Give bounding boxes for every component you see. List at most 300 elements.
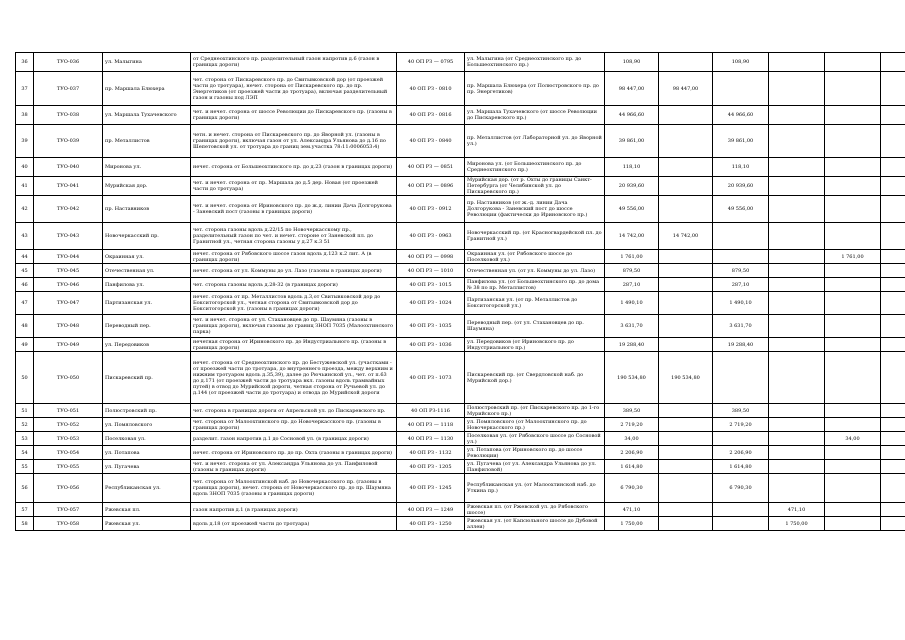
- area-total: 19 288,40: [605, 338, 659, 352]
- boundary-description: чет. сторона от Пискаревского пр. до Свитывковской дор (от проезжей части до тротуара), нечет. сторона от Пискаревского пр. до пр. Энергетиков (от проезжей части до тротуара), включая разделительный газон и газоны под ЛЭП: [191, 72, 397, 106]
- area-value-1: [659, 292, 713, 315]
- registry-id: 40 ОП РЗ - 1035: [397, 315, 465, 338]
- area-value-3: [769, 250, 825, 264]
- table-row: [16, 474, 905, 503]
- street-extent: Партизанская ул. (от пр. Металлистов до Бокситогорской ул.): [465, 292, 605, 315]
- row-number: 45: [16, 264, 34, 278]
- area-value-1: [659, 106, 713, 125]
- street-name: ул. Потапова: [103, 446, 191, 460]
- area-total: 389,50: [605, 404, 659, 418]
- street-name: Поселковая ул.: [103, 432, 191, 446]
- area-value-2: 1 614,80: [713, 460, 769, 474]
- street-extent: ул. Маршала Тухачевского (от шоссе Революции до Пискаревского пр.): [465, 106, 605, 125]
- boundary-description: чет. сторона газоны вдоль д.28-32 (в границах дороги): [191, 278, 397, 292]
- area-value-2: [713, 517, 769, 531]
- area-value-1: [659, 432, 713, 446]
- area-value-3: [769, 446, 825, 460]
- street-extent: Панфилова ул. (от Большеохтинского пр. до дома № 38 по пр. Металлистов): [465, 278, 605, 292]
- area-value-5: [881, 503, 905, 517]
- area-value-5: [881, 446, 905, 460]
- area-value-1: [659, 338, 713, 352]
- area-value-4: [825, 517, 881, 531]
- area-value-1: [659, 177, 713, 196]
- street-name: пр. Маршала Блюхера: [103, 72, 191, 106]
- street-name: Отечественная ул.: [103, 264, 191, 278]
- area-value-1: [659, 278, 713, 292]
- street-name: Панфилова ул.: [103, 278, 191, 292]
- street-extent: ул. Передовиков (от Ириновского пр. до Индустриального пр.): [465, 338, 605, 352]
- area-value-3: [769, 125, 825, 158]
- registry-id: 40 ОП РЗ - 0810: [397, 72, 465, 106]
- object-code: ТУО-058: [34, 517, 103, 531]
- area-total: 108,90: [605, 53, 659, 72]
- area-value-3: [769, 315, 825, 338]
- area-value-3: [769, 292, 825, 315]
- area-value-3: [769, 418, 825, 432]
- area-total: 44 966,60: [605, 106, 659, 125]
- area-value-2: 49 556,00: [713, 196, 769, 223]
- area-value-2: 2 719,20: [713, 418, 769, 432]
- object-code: ТУО-056: [34, 474, 103, 503]
- area-value-2: 2 206,90: [713, 446, 769, 460]
- area-value-4: [825, 352, 881, 404]
- street-name: пр. Металлистов: [103, 125, 191, 158]
- area-value-1: [659, 474, 713, 503]
- area-value-1: [659, 264, 713, 278]
- area-value-2: [713, 503, 769, 517]
- area-total: 6 790,30: [605, 474, 659, 503]
- area-value-5: [881, 404, 905, 418]
- registry-id: 40 ОП РЗ — 0896: [397, 177, 465, 196]
- area-value-1: 14 742,00: [659, 223, 713, 250]
- area-value-5: [881, 432, 905, 446]
- table-row: [16, 432, 905, 446]
- boundary-description: чет. и нечет. сторона от ул. Стахановцев до пр. Шаумяна (газоны в границах дороги), включая газоны до границ ЗНОП 7035 (Малоохтинского парка): [191, 315, 397, 338]
- area-value-2: [713, 432, 769, 446]
- row-number: 38: [16, 106, 34, 125]
- area-value-5: [881, 125, 905, 158]
- object-code: ТУО-047: [34, 292, 103, 315]
- area-value-5: [881, 106, 905, 125]
- area-value-4: [825, 315, 881, 338]
- registry-id: 40 ОП РЗ-1116: [397, 404, 465, 418]
- area-value-3: [769, 158, 825, 177]
- area-value-2: [713, 72, 769, 106]
- area-value-4: 1 761,00: [825, 250, 881, 264]
- area-value-4: [825, 460, 881, 474]
- area-value-5: [881, 196, 905, 223]
- area-value-3: 471,10: [769, 503, 825, 517]
- area-value-1: [659, 460, 713, 474]
- street-extent: ул. Малыгина (от Среднеохтинского пр. до Большеохтинского пр.): [465, 53, 605, 72]
- object-code: ТУО-039: [34, 125, 103, 158]
- area-value-3: [769, 177, 825, 196]
- table-row: [16, 352, 905, 404]
- area-value-5: [881, 418, 905, 432]
- area-value-3: [769, 432, 825, 446]
- registry-id: 40 ОП РЗ - 1205: [397, 460, 465, 474]
- area-value-4: [825, 418, 881, 432]
- area-total: 471,10: [605, 503, 659, 517]
- area-value-4: 34,00: [825, 432, 881, 446]
- area-value-5: [881, 223, 905, 250]
- table-row: [16, 503, 905, 517]
- area-value-4: [825, 53, 881, 72]
- row-number: 42: [16, 196, 34, 223]
- object-code: ТУО-038: [34, 106, 103, 125]
- area-value-1: [659, 125, 713, 158]
- registry-id: 40 ОП РЗ - 1132: [397, 446, 465, 460]
- street-name: Миронова ул.: [103, 158, 191, 177]
- registry-id: 40 ОП РЗ — 0795: [397, 53, 465, 72]
- area-value-4: [825, 72, 881, 106]
- area-value-1: [659, 53, 713, 72]
- table-row: [16, 517, 905, 531]
- row-number: 44: [16, 250, 34, 264]
- area-value-5: [881, 352, 905, 404]
- table-row: [16, 158, 905, 177]
- area-total: 190 534,80: [605, 352, 659, 404]
- object-code: ТУО-050: [34, 352, 103, 404]
- registry-id: 40 ОП РЗ - 1024: [397, 292, 465, 315]
- boundary-description: нечет. сторона от Ириновского пр. до пр. Охта (газоны в границах дороги): [191, 446, 397, 460]
- registry-id: 40 ОП РЗ — 0998: [397, 250, 465, 264]
- registry-id: 40 ОП РЗ - 1250: [397, 517, 465, 531]
- row-number: 48: [16, 315, 34, 338]
- table-row: [16, 106, 905, 125]
- area-value-4: [825, 503, 881, 517]
- registry-id: 40 ОП РЗ - 0912: [397, 196, 465, 223]
- area-total: 39 861,00: [605, 125, 659, 158]
- row-number: 36: [16, 53, 34, 72]
- row-number: 43: [16, 223, 34, 250]
- area-value-5: [881, 315, 905, 338]
- street-extent: Мурийская дор. (от р. Охты до границы Санкт-Петербурга (от Челябинской ул. до Пискаревского пр.): [465, 177, 605, 196]
- area-value-5: [881, 278, 905, 292]
- area-value-3: [769, 352, 825, 404]
- area-value-2: 118,10: [713, 158, 769, 177]
- area-value-3: [769, 53, 825, 72]
- area-total: 1 614,80: [605, 460, 659, 474]
- area-value-4: [825, 446, 881, 460]
- boundary-description: чет. и нечет. сторона от Ириновского пр. до ж.д. линии Дача Долгорукова - Заневский пост (газоны в границах дороги): [191, 196, 397, 223]
- area-value-4: [825, 338, 881, 352]
- street-extent: пр. Металлистов (от Лабораторной ул. до Яворной ул.): [465, 125, 605, 158]
- object-code: ТУО-036: [34, 53, 103, 72]
- row-number: 41: [16, 177, 34, 196]
- area-value-5: [881, 474, 905, 503]
- area-value-2: 108,90: [713, 53, 769, 72]
- row-number: 55: [16, 460, 34, 474]
- area-value-5: [881, 158, 905, 177]
- area-value-2: 39 861,00: [713, 125, 769, 158]
- object-code: ТУО-055: [34, 460, 103, 474]
- area-value-1: [659, 446, 713, 460]
- street-name: Партизанская ул.: [103, 292, 191, 315]
- object-code: ТУО-052: [34, 418, 103, 432]
- registry-id: 40 ОП РЗ - 0963: [397, 223, 465, 250]
- street-extent: Пискаревский пр. (от Свердловской наб. до Мурийской дор.): [465, 352, 605, 404]
- table-row: [16, 264, 905, 278]
- object-code: ТУО-049: [34, 338, 103, 352]
- object-code: ТУО-037: [34, 72, 103, 106]
- area-value-3: [769, 196, 825, 223]
- area-value-4: [825, 223, 881, 250]
- street-name: Переводный пер.: [103, 315, 191, 338]
- street-name: ул. Маршала Тухачевского: [103, 106, 191, 125]
- area-value-5: [881, 250, 905, 264]
- table-row: [16, 292, 905, 315]
- boundary-description: чет. сторона от Малоохтинского пр. до Новочеркасского пр. (газоны в границах дороги): [191, 418, 397, 432]
- street-name: Новочеркасский пр.: [103, 223, 191, 250]
- area-value-1: 190 534,80: [659, 352, 713, 404]
- table-row: [16, 460, 905, 474]
- area-value-4: [825, 106, 881, 125]
- registry-id: 40 ОП РЗ - 1073: [397, 352, 465, 404]
- area-value-4: [825, 264, 881, 278]
- object-code: ТУО-048: [34, 315, 103, 338]
- area-value-3: [769, 278, 825, 292]
- object-code: ТУО-041: [34, 177, 103, 196]
- table-row: [16, 196, 905, 223]
- area-total: 118,10: [605, 158, 659, 177]
- area-total: 879,50: [605, 264, 659, 278]
- area-value-5: [881, 517, 905, 531]
- street-name: ул. Малыгина: [103, 53, 191, 72]
- boundary-description: газон напротив д.1 (в границах дороги): [191, 503, 397, 517]
- registry-id: 40 ОП РЗ — 1130: [397, 432, 465, 446]
- registry-id: 40 ОП РЗ — 1010: [397, 264, 465, 278]
- area-value-3: [769, 404, 825, 418]
- table-row: [16, 125, 905, 158]
- row-number: 47: [16, 292, 34, 315]
- row-number: 49: [16, 338, 34, 352]
- area-value-4: [825, 474, 881, 503]
- street-extent: Отечественная ул. (от ул. Коммуны до ул. Лазо): [465, 264, 605, 278]
- area-value-3: [769, 72, 825, 106]
- table-row: [16, 177, 905, 196]
- area-value-3: 1 750,00: [769, 517, 825, 531]
- area-value-2: 3 631,70: [713, 315, 769, 338]
- street-extent: Поселковая ул. (от Рябовского шоссе до Сосновой ул.): [465, 432, 605, 446]
- area-value-2: [713, 250, 769, 264]
- area-total: 2 206,90: [605, 446, 659, 460]
- area-value-5: [881, 72, 905, 106]
- table-body: [16, 53, 905, 531]
- area-total: 49 556,00: [605, 196, 659, 223]
- boundary-description: четн. и нечет. сторона от Пискаревского пр. до Яворной ул. (газоны в границах дороги), включая газон от ул. Александра Ульянова до д.16 по Шепетовской ул. от тротуара до границ зем.участка 78:11:0006053:4): [191, 125, 397, 158]
- area-value-4: [825, 292, 881, 315]
- area-value-1: 98 447,00: [659, 72, 713, 106]
- area-total: 2 719,20: [605, 418, 659, 432]
- area-value-2: [713, 223, 769, 250]
- boundary-description: нечет. сторона от Среднеохтинского пр. до Бестужевской ул. (участками - от проезжей части до тротуара, до внутреннего проезда, между верхним и нижним тротуаром вдоль д.35,39), далее до Рючьинской ул., чет. от п.63 до д.171 (от проезжей части до тротуара вкл. газоны вдоль трамвайных путей) в отвод до Мурийской дороги, четная сторона от Ручьевой ул. до д.144 (от проезжей части до тротуара) и отвода до Мурийской дороги: [191, 352, 397, 404]
- street-name: Республиканская ул.: [103, 474, 191, 503]
- street-extent: ул. Пугачева (от ул. Александра Ульянова до ул. Панфиловой): [465, 460, 605, 474]
- boundary-description: чет. и нечет. сторона от пр. Маршала до д.5 дер. Новая (от проезжей части до тротуара): [191, 177, 397, 196]
- object-code: ТУО-051: [34, 404, 103, 418]
- area-value-5: [881, 292, 905, 315]
- street-registry-table: [15, 52, 905, 531]
- area-value-3: [769, 264, 825, 278]
- boundary-description: нечет. сторона от пр. Металлистов вдоль д.3,от Свитывковской дор до Бокситогорской ул., четная сторона от Свитывковской дор до Бокситогорской ул. (газоны в границах дороги): [191, 292, 397, 315]
- area-value-4: [825, 196, 881, 223]
- row-number: 39: [16, 125, 34, 158]
- street-name: Мурийская дор.: [103, 177, 191, 196]
- area-value-1: [659, 404, 713, 418]
- row-number: 54: [16, 446, 34, 460]
- boundary-description: чет. и нечет. сторона от шоссе Революции до Пискаревского пр. (газоны в границах дороги): [191, 106, 397, 125]
- object-code: ТУО-057: [34, 503, 103, 517]
- row-number: 51: [16, 404, 34, 418]
- area-value-3: [769, 338, 825, 352]
- street-name: ул. Передовиков: [103, 338, 191, 352]
- boundary-description: чет. сторона в границах дороги от Апрельской ул. до Пискаревского пр.: [191, 404, 397, 418]
- street-name: ул. Помяловского: [103, 418, 191, 432]
- boundary-description: нечет. сторона от ул. Коммуны до ул. Лазо (газоны в границах дороги): [191, 264, 397, 278]
- area-total: 3 631,70: [605, 315, 659, 338]
- street-name: Пискаревский пр.: [103, 352, 191, 404]
- area-value-1: [659, 517, 713, 531]
- street-extent: Миронова ул. (от Большеохтинского пр. до Среднеохтинского пр.): [465, 158, 605, 177]
- area-value-4: [825, 158, 881, 177]
- street-name: пр. Наставников: [103, 196, 191, 223]
- area-total: 1 490,10: [605, 292, 659, 315]
- object-code: ТУО-042: [34, 196, 103, 223]
- area-value-1: [659, 503, 713, 517]
- area-value-2: 389,50: [713, 404, 769, 418]
- registry-id: 40 ОП РЗ — 1118: [397, 418, 465, 432]
- area-value-1: [659, 250, 713, 264]
- area-value-2: [713, 352, 769, 404]
- area-total: 98 447,00: [605, 72, 659, 106]
- row-number: 40: [16, 158, 34, 177]
- table-row: [16, 404, 905, 418]
- area-value-3: [769, 460, 825, 474]
- area-value-2: 19 288,40: [713, 338, 769, 352]
- area-total: 1 761,00: [605, 250, 659, 264]
- object-code: ТУО-046: [34, 278, 103, 292]
- street-extent: Ржевская ул. (от Капсюльного шоссе до Дубовой аллеи): [465, 517, 605, 531]
- area-value-4: [825, 177, 881, 196]
- area-value-3: [769, 223, 825, 250]
- area-value-4: [825, 404, 881, 418]
- registry-id: 40 ОП РЗ - 1245: [397, 474, 465, 503]
- row-number: 53: [16, 432, 34, 446]
- table-row: [16, 223, 905, 250]
- boundary-description: нечет. сторона от Рябовского шоссе газон вдоль д.123 к.2 лит. А (в границах дороги): [191, 250, 397, 264]
- street-extent: Республиканская ул. (от Малоохтинской наб. до Уткина пр.): [465, 474, 605, 503]
- table-row: [16, 418, 905, 432]
- boundary-description: чет. сторона от Малоохтинской наб. до Новочеркасского пр. (газоны в границах дороги), нечет. сторона от Новочеркасского пр. до пр. Шаумяна вдоль ЗНОП 7035 (газоны в границах дороги): [191, 474, 397, 503]
- boundary-description: чет. сторона газоны вдоль д.22/15 по Новочеркасскому пр., разделительный газон по чет. и нечет. стороне от Заневской пл. до Гранитной ул., четная сторона газоны у д.27 к.3 51: [191, 223, 397, 250]
- row-number: 46: [16, 278, 34, 292]
- area-value-2: 6 790,30: [713, 474, 769, 503]
- street-extent: пр. Наставников (от ж.-д. линии Дача Долгорукова - Заневский пост до шоссе Революции (фактически до Ириновского пр.): [465, 196, 605, 223]
- street-name: ул. Пугачева: [103, 460, 191, 474]
- area-value-2: 879,50: [713, 264, 769, 278]
- object-code: ТУО-045: [34, 264, 103, 278]
- table-row: [16, 72, 905, 106]
- boundary-description: разделит. газон напротив д.1 до Сосновой ул. (в границах дороги): [191, 432, 397, 446]
- area-value-1: [659, 418, 713, 432]
- street-extent: Окраинная ул. (от Рябовского шоссе до Поселковой ул.): [465, 250, 605, 264]
- registry-id: 40 ОП РЗ — 0851: [397, 158, 465, 177]
- street-name: Ржевская пл.: [103, 503, 191, 517]
- object-code: ТУО-054: [34, 446, 103, 460]
- area-value-5: [881, 338, 905, 352]
- street-extent: Новочеркасский пр. (от Красногвардейской пл. до Гранитной ул.): [465, 223, 605, 250]
- row-number: 37: [16, 72, 34, 106]
- row-number: 56: [16, 474, 34, 503]
- street-extent: ул. Помяловского (от Малоохтинского пр. до Новочеркасского пр.): [465, 418, 605, 432]
- area-value-1: [659, 196, 713, 223]
- row-number: 57: [16, 503, 34, 517]
- area-value-5: [881, 264, 905, 278]
- street-extent: ул. Потапова (от Ириновского пр. до шоссе Революции): [465, 446, 605, 460]
- object-code: ТУО-043: [34, 223, 103, 250]
- area-value-2: 1 490,10: [713, 292, 769, 315]
- area-total: 287,10: [605, 278, 659, 292]
- area-value-1: [659, 315, 713, 338]
- registry-id: 40 ОП РЗ - 1015: [397, 278, 465, 292]
- boundary-description: нечетная сторона от Ириновского пр. до Индустриального пр. (газоны в границах дороги): [191, 338, 397, 352]
- street-name: Окраинная ул.: [103, 250, 191, 264]
- object-code: ТУО-044: [34, 250, 103, 264]
- area-value-5: [881, 460, 905, 474]
- area-value-3: [769, 106, 825, 125]
- table-row: [16, 250, 905, 264]
- area-value-3: [769, 474, 825, 503]
- table-row: [16, 53, 905, 72]
- row-number: 58: [16, 517, 34, 531]
- boundary-description: от Среднеохтинского пр. разделительный газон напротив д.6 (газон в границах дороги): [191, 53, 397, 72]
- table-row: [16, 278, 905, 292]
- street-extent: Полюстровский пр. (от Пискаревского пр. до 1-го Мурийского пр.): [465, 404, 605, 418]
- street-name: Ржевская ул.: [103, 517, 191, 531]
- area-total: 34,00: [605, 432, 659, 446]
- street-extent: Переводный пер. (от ул. Стахановцев до пр. Шаумяна): [465, 315, 605, 338]
- registry-id: 40 ОП РЗ - 0840: [397, 125, 465, 158]
- area-total: 14 742,00: [605, 223, 659, 250]
- registry-id: 40 ОП РЗ — 1249: [397, 503, 465, 517]
- street-extent: Ржевская пл. (от Ржевской ул. до Рябовского шоссе): [465, 503, 605, 517]
- area-value-2: 287,10: [713, 278, 769, 292]
- area-value-2: 44 966,60: [713, 106, 769, 125]
- boundary-description: нечет. сторона от Большеохтинского пр. до д.23 (газон в границах дороги): [191, 158, 397, 177]
- area-value-4: [825, 125, 881, 158]
- boundary-description: вдоль д.18 (от проезжей части до тротуара): [191, 517, 397, 531]
- row-number: 52: [16, 418, 34, 432]
- area-value-2: 20 939,60: [713, 177, 769, 196]
- area-value-5: [881, 177, 905, 196]
- row-number: 50: [16, 352, 34, 404]
- object-code: ТУО-053: [34, 432, 103, 446]
- area-value-1: [659, 158, 713, 177]
- street-name: Полюстровский пр.: [103, 404, 191, 418]
- registry-id: 40 ОП РЗ - 0816: [397, 106, 465, 125]
- street-extent: пр. Маршала Блюхера (от Полюстровского пр. до пр. Энергетиков): [465, 72, 605, 106]
- area-value-5: [881, 53, 905, 72]
- object-code: ТУО-040: [34, 158, 103, 177]
- registry-id: 40 ОП РЗ - 1036: [397, 338, 465, 352]
- table-row: [16, 446, 905, 460]
- boundary-description: чет. и нечет. сторона от ул. Александра Ульянова до ул. Панфиловой (газоны в границах дороги): [191, 460, 397, 474]
- table-row: [16, 315, 905, 338]
- area-value-4: [825, 278, 881, 292]
- area-total: 20 939,60: [605, 177, 659, 196]
- area-total: 1 750,00: [605, 517, 659, 531]
